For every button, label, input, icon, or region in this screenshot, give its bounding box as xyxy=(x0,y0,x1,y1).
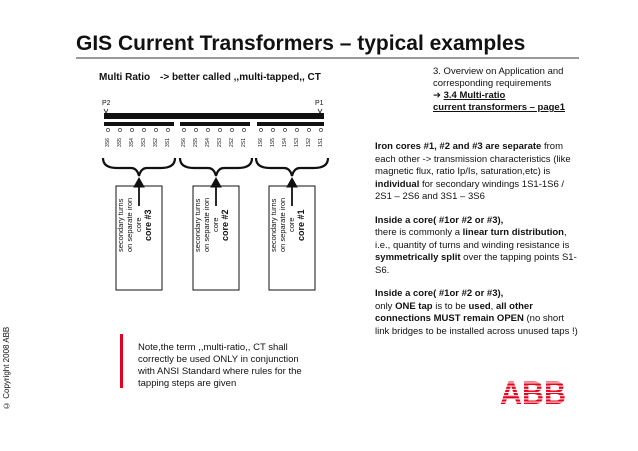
description-paragraph-3: Inside a core( #1or #2 or #3), only ONE tap is to be used, all other connections MUST remain OPEN (no short link bridges to be installed across unused taps !) xyxy=(375,288,578,337)
title-underline xyxy=(76,57,579,59)
core-1-line-2: on separate iron core xyxy=(278,197,296,253)
description-text xyxy=(375,141,580,349)
overview-reference xyxy=(433,66,583,114)
core-3-bar xyxy=(104,122,174,126)
p1-label: P1 xyxy=(315,100,324,107)
tap-label: 3S3 xyxy=(141,138,147,148)
copyright-text: © Copyright 2008 ABB xyxy=(2,326,11,410)
tap-label: 1S2 xyxy=(306,138,312,148)
arrow-icon: ➔ xyxy=(433,90,441,101)
multi-ratio-label: Multi Ratio xyxy=(99,72,151,83)
note-accent-bar xyxy=(120,334,123,388)
core-2-brace xyxy=(180,158,252,176)
multi-ratio-subtitle: -> better called ,,multi-tapped,, CT xyxy=(160,72,321,83)
core-3-line-2: on separate iron core xyxy=(125,197,143,253)
tap-label: 1S1 xyxy=(318,138,324,148)
tap-label: 2S4 xyxy=(205,138,211,148)
overview-line-1: 3. Overview on Application and xyxy=(433,66,564,77)
primary-conductor xyxy=(104,113,324,119)
tap-label: 2S3 xyxy=(217,138,223,148)
description-paragraph-2: Inside a core( #1or #2 or #3), there is commonly a linear turn distribution, i.e., quantity of turns and winding resistance is symmetrically split over the tapping points S1-S6. xyxy=(375,214,577,276)
slide-title: GIS Current Transformers – typical examples xyxy=(76,32,526,55)
tap-label: 3S1 xyxy=(165,138,171,148)
tap-label: 1S6 xyxy=(258,138,264,148)
core-2-line-1: secondary turns xyxy=(193,198,202,252)
svg-text:ABB: ABB xyxy=(500,377,566,407)
core-1-brace xyxy=(256,158,328,176)
tap-markers xyxy=(106,128,322,131)
p2-label: P2 xyxy=(102,100,111,107)
tap-label: 1S4 xyxy=(282,138,288,148)
core-3-brace xyxy=(103,158,175,176)
core-2-label xyxy=(193,190,239,260)
tap-label: 3S6 xyxy=(105,138,111,148)
core-1-label xyxy=(269,190,315,260)
core-1-bar xyxy=(257,122,324,126)
core-3-line-1: secondary turns xyxy=(116,198,125,252)
core-2-line-2: on separate iron core xyxy=(202,197,220,253)
tap-label: 1S5 xyxy=(270,138,276,148)
core-1-line-1: secondary turns xyxy=(269,198,278,252)
description-paragraph-1: Iron cores #1, #2 and #3 are separate from each other -> transmission characteristics (like magnetic flux, ratio Ip/Is, saturation,etc) is individual for secondary windings 1S1-1S6 / 2S1 – 2S6 and 3S1 – 3S6 xyxy=(375,141,571,202)
tap-label: 3S2 xyxy=(153,138,159,148)
core-3-label xyxy=(116,190,162,260)
overview-link-page[interactable]: current transformers – page1 xyxy=(433,102,565,113)
core-1-name: core #1 xyxy=(296,209,306,241)
core-3-name: core #3 xyxy=(143,209,153,241)
tap-label: 2S6 xyxy=(181,138,187,148)
overview-line-2: corresponding requirements xyxy=(433,78,552,89)
core-2-name: core #2 xyxy=(220,209,230,241)
overview-link-section[interactable]: 3.4 Multi-ratio xyxy=(443,90,506,101)
abb-logo xyxy=(498,377,568,407)
tap-label: 2S2 xyxy=(229,138,235,148)
tap-label: 2S1 xyxy=(241,138,247,148)
tap-label: 3S5 xyxy=(117,138,123,148)
tap-label: 2S5 xyxy=(193,138,199,148)
ansi-note: Note,the term ,,multi-ratio,, CT shall correctly be used ONLY in conjunction with ANSI Standard where rules for the tapping steps are given xyxy=(138,342,302,389)
tap-label: 3S4 xyxy=(129,138,135,148)
p2-terminal-mark xyxy=(104,109,108,113)
tap-label: 1S3 xyxy=(294,138,300,148)
core-2-bar xyxy=(180,122,250,126)
p1-terminal-mark xyxy=(318,109,322,113)
